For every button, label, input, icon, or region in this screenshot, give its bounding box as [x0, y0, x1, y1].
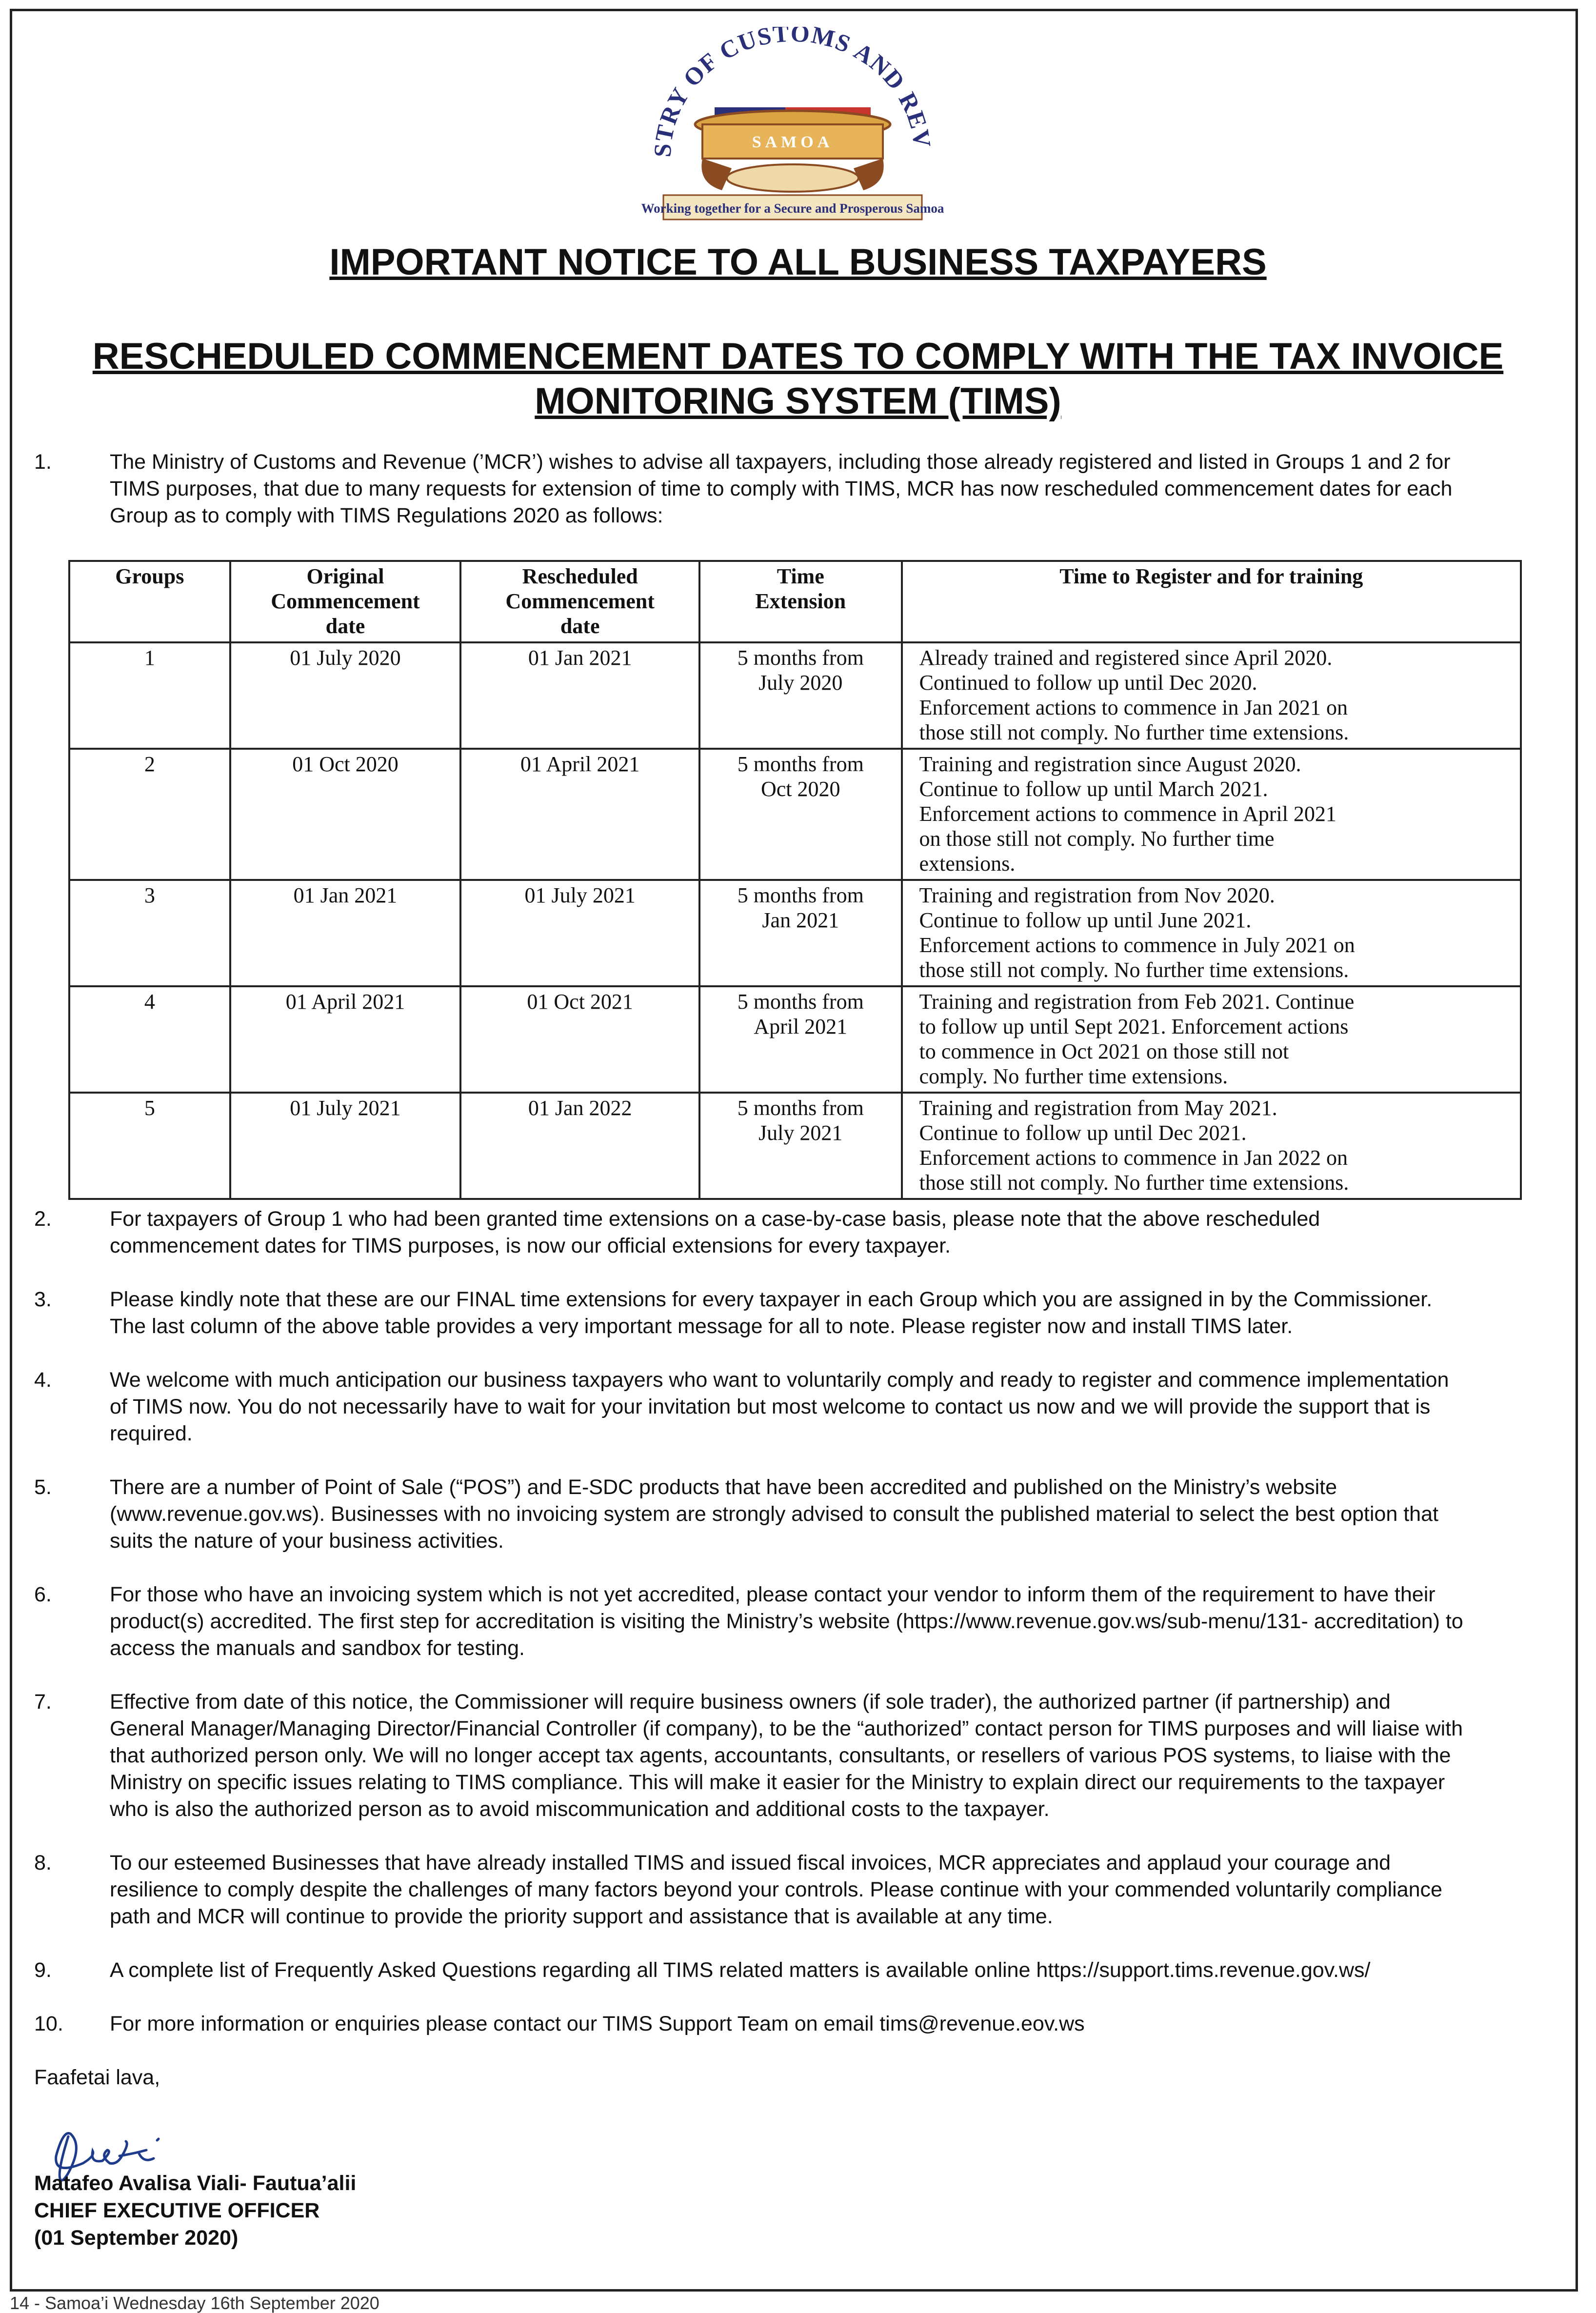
cell-rescheduled-date: 01 April 2021: [460, 749, 699, 880]
notice-heading: IMPORTANT NOTICE TO ALL BUSINESS TAXPAYERS: [329, 241, 1267, 283]
paragraph-line: For taxpayers of Group 1 who had been granted time extensions on a case-by-case basis, please note that the above rescheduled: [110, 1207, 1320, 1231]
paragraph-number: 4.: [34, 1368, 52, 1392]
cell-original-date: 01 April 2021: [230, 986, 461, 1093]
paragraph-number: 5.: [34, 1476, 52, 1499]
subheading-line-1: RESCHEDULED COMMENCEMENT DATES TO COMPLY WITH THE TAX INVOICE: [92, 336, 1504, 377]
paragraph-line: Effective from date of this notice, the Commissioner will require business owners (if sole trader), the authorized partner (if partnership) and: [110, 1690, 1391, 1714]
cell-rescheduled-date: 01 Jan 2021: [460, 642, 699, 749]
paragraph-line: suits the nature of your business activities.: [110, 1529, 504, 1553]
header-time-extension: Time Extension: [699, 561, 902, 642]
paragraph-number: 1.: [34, 450, 52, 474]
tims-schedule-table: [68, 560, 1522, 1200]
paragraph-line: path and MCR will continue to provide the priority support and assistance that is available at any time.: [110, 1905, 1053, 1928]
header-groups: Groups: [69, 561, 230, 642]
header-original-date: Original Commencement date: [230, 561, 461, 642]
paragraph-line: product(s) accredited. The first step for accreditation is visiting the Ministry’s website (https://www.revenue.gov.ws/sub-menu/131- accreditation) to: [110, 1610, 1463, 1633]
cell-group: 2: [69, 749, 230, 880]
ministry-logo: [624, 27, 961, 227]
table-row: [69, 986, 1521, 1093]
paragraph-number: 8.: [34, 1851, 52, 1874]
table-row: [69, 1093, 1521, 1199]
table-row: [69, 749, 1521, 880]
paragraph-line: TIMS purposes, that due to many requests for extension of time to comply with TIMS, MCR has now rescheduled commencement dates for each: [110, 477, 1453, 500]
paragraph-number: 3.: [34, 1288, 52, 1311]
cell-rescheduled-date: 01 Oct 2021: [460, 986, 699, 1093]
paragraph-line: General Manager/Managing Director/Financial Controller (if company), to be the “authorized” contact person for TIMS purposes and will liaise with: [110, 1717, 1463, 1740]
header-rescheduled-date: Rescheduled Commencement date: [460, 561, 699, 642]
notice-date: (01 September 2020): [34, 2226, 239, 2250]
svg-text:Working together for a Secure: Working together for a Secure and Prosperous Samoa: [641, 201, 944, 216]
table-row: [69, 880, 1521, 986]
paragraph-number: 2.: [34, 1207, 52, 1231]
svg-text:SAMOA: SAMOA: [752, 133, 834, 151]
cell-original-date: 01 Jan 2021: [230, 880, 461, 986]
cell-extension: 5 months from Jan 2021: [699, 880, 902, 986]
paragraph-line: Ministry on specific issues relating to TIMS compliance. This will make it easier for the Ministry to explain direct our requirements to the taxpayer: [110, 1771, 1445, 1794]
paragraph-line: We welcome with much anticipation our business taxpayers who want to voluntarily comply and ready to register and commence implementation: [110, 1368, 1449, 1392]
signer-title: CHIEF EXECUTIVE OFFICER: [34, 2199, 320, 2222]
cell-details: Training and registration from Feb 2021. Continue to follow up until Sept 2021. Enforcement actions to commence in Oct 2021 on those still not comply. No further time extensions.: [902, 986, 1521, 1093]
paragraph-line: commencement dates for TIMS purposes, is now our official extensions for every taxpayer.: [110, 1234, 951, 1257]
table-row: [69, 642, 1521, 749]
cell-extension: 5 months from April 2021: [699, 986, 902, 1093]
cell-details: Already trained and registered since April 2020. Continued to follow up until Dec 2020. Enforcement actions to commence in Jan 2021 on those still not comply. No further time extensions.: [902, 642, 1521, 749]
paragraph-line: The Ministry of Customs and Revenue (’MCR’) wishes to advise all taxpayers, including those already registered and listed in Groups 1 and 2 for: [110, 450, 1451, 474]
cell-extension: 5 months from Oct 2020: [699, 749, 902, 880]
cell-details: Training and registration from Nov 2020. Continue to follow up until June 2021. Enforcement actions to commence in July 2021 on those still not comply. No further time extensions.: [902, 880, 1521, 986]
paragraph-line: (www.revenue.gov.ws). Businesses with no invoicing system are strongly advised to consult the published material to select the best option that: [110, 1502, 1438, 1526]
svg-text:MINISTRY OF CUSTOMS AND REVENU: STRY OF CUSTOMS AND REV: [648, 27, 937, 158]
paragraph-line: Please kindly note that these are our FINAL time extensions for every taxpayer in each Group which you are assigned in by the Commissioner.: [110, 1288, 1433, 1311]
cell-group: 4: [69, 986, 230, 1093]
paragraph-line: resilience to comply despite the challenges of many factors beyond your controls. Please continue with your commended voluntarily compliance: [110, 1878, 1442, 1901]
paragraph-line: of TIMS now. You do not necessarily have to wait for your invitation but most welcome to contact us now and we will provide the support that is: [110, 1395, 1431, 1418]
paragraph-line: who is also the authorized person as to avoid miscommunication and additional costs to the taxpayer.: [110, 1797, 1050, 1821]
paragraph-line: For more information or enquiries please contact our TIMS Support Team on email tims@revenue.eov.ws: [110, 2012, 1085, 2035]
paragraph-line: To our esteemed Businesses that have already installed TIMS and issued fiscal invoices, MCR appreciates and applaud your courage and: [110, 1851, 1391, 1874]
paragraph-line: Group as to comply with TIMS Regulations 2020 as follows:: [110, 504, 663, 527]
paragraph-line: The last column of the above table provides a very important message for all to note. Please register now and install TIMS later.: [110, 1315, 1293, 1338]
cell-extension: 5 months from July 2020: [699, 642, 902, 749]
cell-details: Training and registration from May 2021. Continue to follow up until Dec 2021. Enforcement actions to commence in Jan 2022 on those still not comply. No further time extensions.: [902, 1093, 1521, 1199]
page-footer: 14 - Samoa’i Wednesday 16th September 2020: [10, 2293, 379, 2313]
cell-rescheduled-date: 01 July 2021: [460, 880, 699, 986]
header-register-training: Time to Register and for training: [902, 561, 1521, 642]
cell-extension: 5 months from July 2021: [699, 1093, 902, 1199]
paragraph-line: that authorized person only. We will no longer accept tax agents, accountants, consultants, or resellers of various POS systems, to liaise with the: [110, 1744, 1451, 1767]
table-header-row: [69, 561, 1521, 642]
paragraph-number: 6.: [34, 1583, 52, 1606]
paragraph-number: 10.: [34, 2012, 63, 2035]
cell-original-date: 01 July 2020: [230, 642, 461, 749]
paragraph-number: 9.: [34, 1958, 52, 1982]
cell-group: 5: [69, 1093, 230, 1199]
paragraph-line: For those who have an invoicing system which is not yet accredited, please contact your vendor to inform them of the requirement to have their: [110, 1583, 1436, 1606]
paragraph-line: A complete list of Frequently Asked Questions regarding all TIMS related matters is available online https://support.tims.revenue.gov.ws/: [110, 1958, 1371, 1982]
closing-salutation: Faafetai lava,: [34, 2066, 160, 2089]
subheading-line-2: MONITORING SYSTEM (TIMS): [535, 380, 1061, 422]
cell-original-date: 01 July 2021: [230, 1093, 461, 1199]
cell-original-date: 01 Oct 2020: [230, 749, 461, 880]
paragraph-number: 7.: [34, 1690, 52, 1714]
paragraph-line: required.: [110, 1422, 193, 1445]
cell-details: Training and registration since August 2020. Continue to follow up until March 2021. Enforcement actions to commence in April 2021 on those still not comply. No further time extensions.: [902, 749, 1521, 880]
paragraph-line: There are a number of Point of Sale (“POS”) and E-SDC products that have been accredited and published on the Ministry’s website: [110, 1476, 1337, 1499]
cell-group: 1: [69, 642, 230, 749]
cell-rescheduled-date: 01 Jan 2022: [460, 1093, 699, 1199]
cell-group: 3: [69, 880, 230, 986]
paragraph-line: access the manuals and sandbox for testing.: [110, 1636, 525, 1660]
signer-name: Matafeo Avalisa Viali- Fautua’alii: [34, 2172, 357, 2195]
